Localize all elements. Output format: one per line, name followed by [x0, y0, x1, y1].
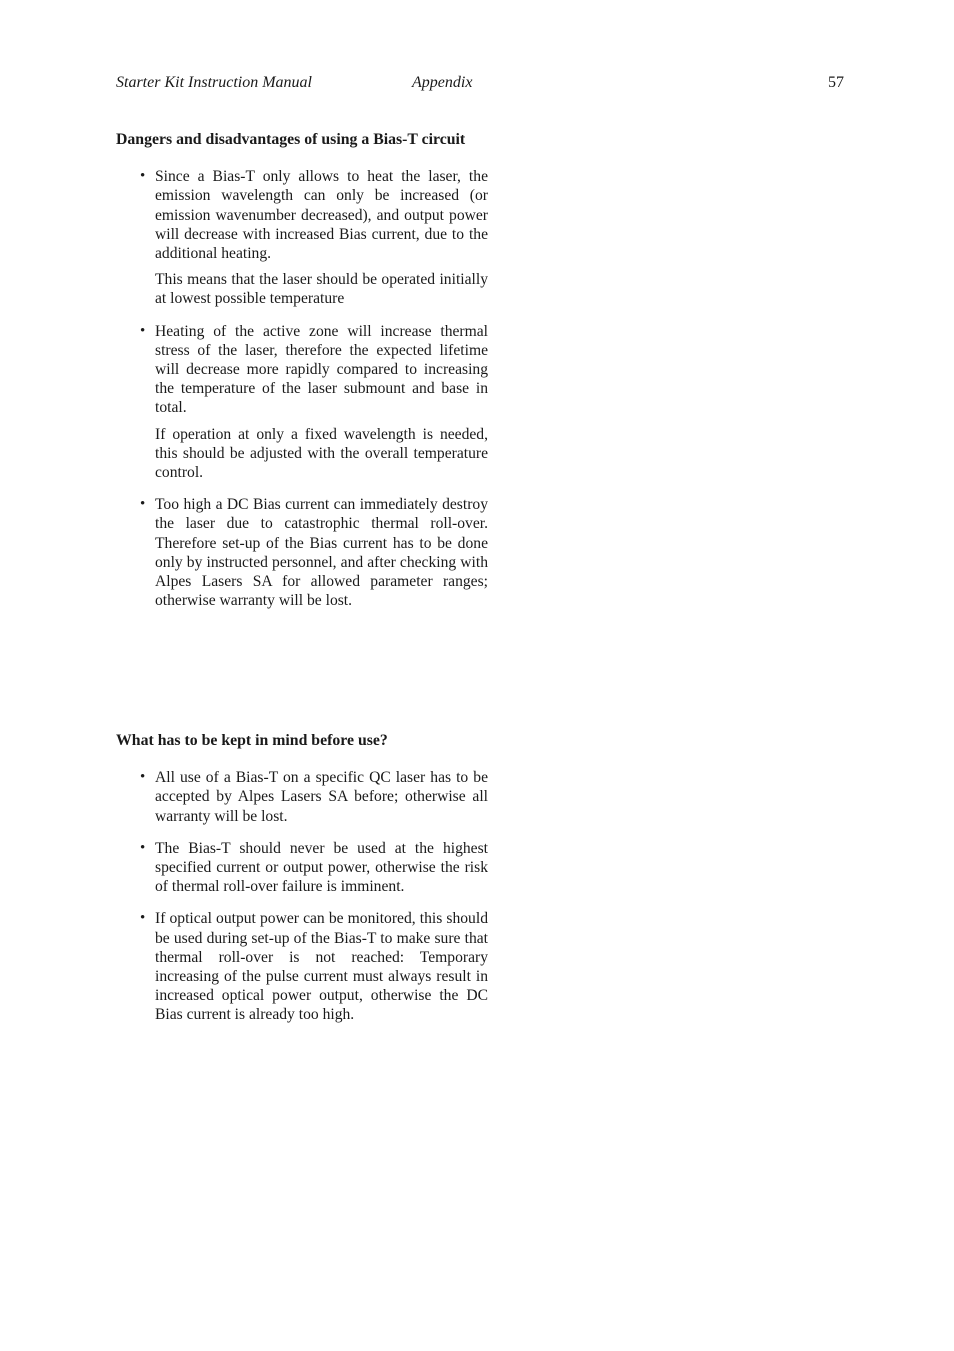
bullet-list [116, 768, 488, 1024]
paragraph: If optical output power can be monitored, this should be used during set-up of the Bias-T to make sure that thermal roll-over is not reached: Temporary increasing of the pulse current must always result in increased optical power output, otherwise the DC Bias current is already too high. [155, 910, 488, 1024]
section-dangers [116, 130, 488, 623]
bullet-icon: • [140, 839, 146, 856]
list-item [116, 839, 488, 897]
list-item [116, 909, 488, 1024]
section-heading: What has to be kept in mind before use? [116, 732, 388, 749]
bullet-icon: • [140, 910, 146, 927]
section-heading: Dangers and disadvantages of using a Bias-T circuit [116, 131, 466, 148]
bullet-icon: • [140, 168, 146, 185]
paragraph: Too high a DC Bias current can immediately destroy the laser due to catastrophic thermal roll-over. Therefore set-up of the Bias current has to be done only by instructed personnel, and after checking with Alpes Lasers SA for allowed parameter ranges; otherwise warranty will be lost. [155, 496, 488, 610]
list-item [116, 495, 488, 610]
paragraph: Heating of the active zone will increase thermal stress of the laser, therefore the expected lifetime will decrease more rapidly compared to increasing the temperature of the laser submount and base in total. [155, 322, 488, 417]
paragraph: Since a Bias-T only allows to heat the laser, the emission wavelength can only be increased (or emission wavenumber decreased), and output power will decrease with increased Bias current, due to the additional heating. [155, 168, 488, 263]
list-item [116, 322, 488, 483]
section-before-use [116, 731, 488, 1038]
list-item [116, 167, 488, 308]
paragraph: All use of a Bias-T on a specific QC laser has to be accepted by Alpes Lasers SA before; otherwise all warranty will be lost. [155, 769, 488, 825]
chapter-name: Appendix [412, 74, 473, 91]
paragraph: The Bias-T should never be used at the highest specified current or output power, otherwise the risk of thermal roll-over failure is imminent. [155, 839, 488, 896]
paragraph: This means that the laser should be operated initially at lowest possible temperature [155, 271, 488, 308]
bullet-icon: • [140, 769, 146, 786]
bullet-icon: • [140, 496, 146, 513]
bullet-list [116, 167, 488, 610]
paragraph: If operation at only a fixed wavelength is needed, this should be adjusted with the overall temperature control. [155, 425, 488, 482]
page-header [116, 74, 844, 96]
running-title: Starter Kit Instruction Manual [116, 74, 312, 91]
page-number: 57 [828, 74, 844, 91]
list-item [116, 768, 488, 826]
bullet-icon: • [140, 322, 146, 339]
